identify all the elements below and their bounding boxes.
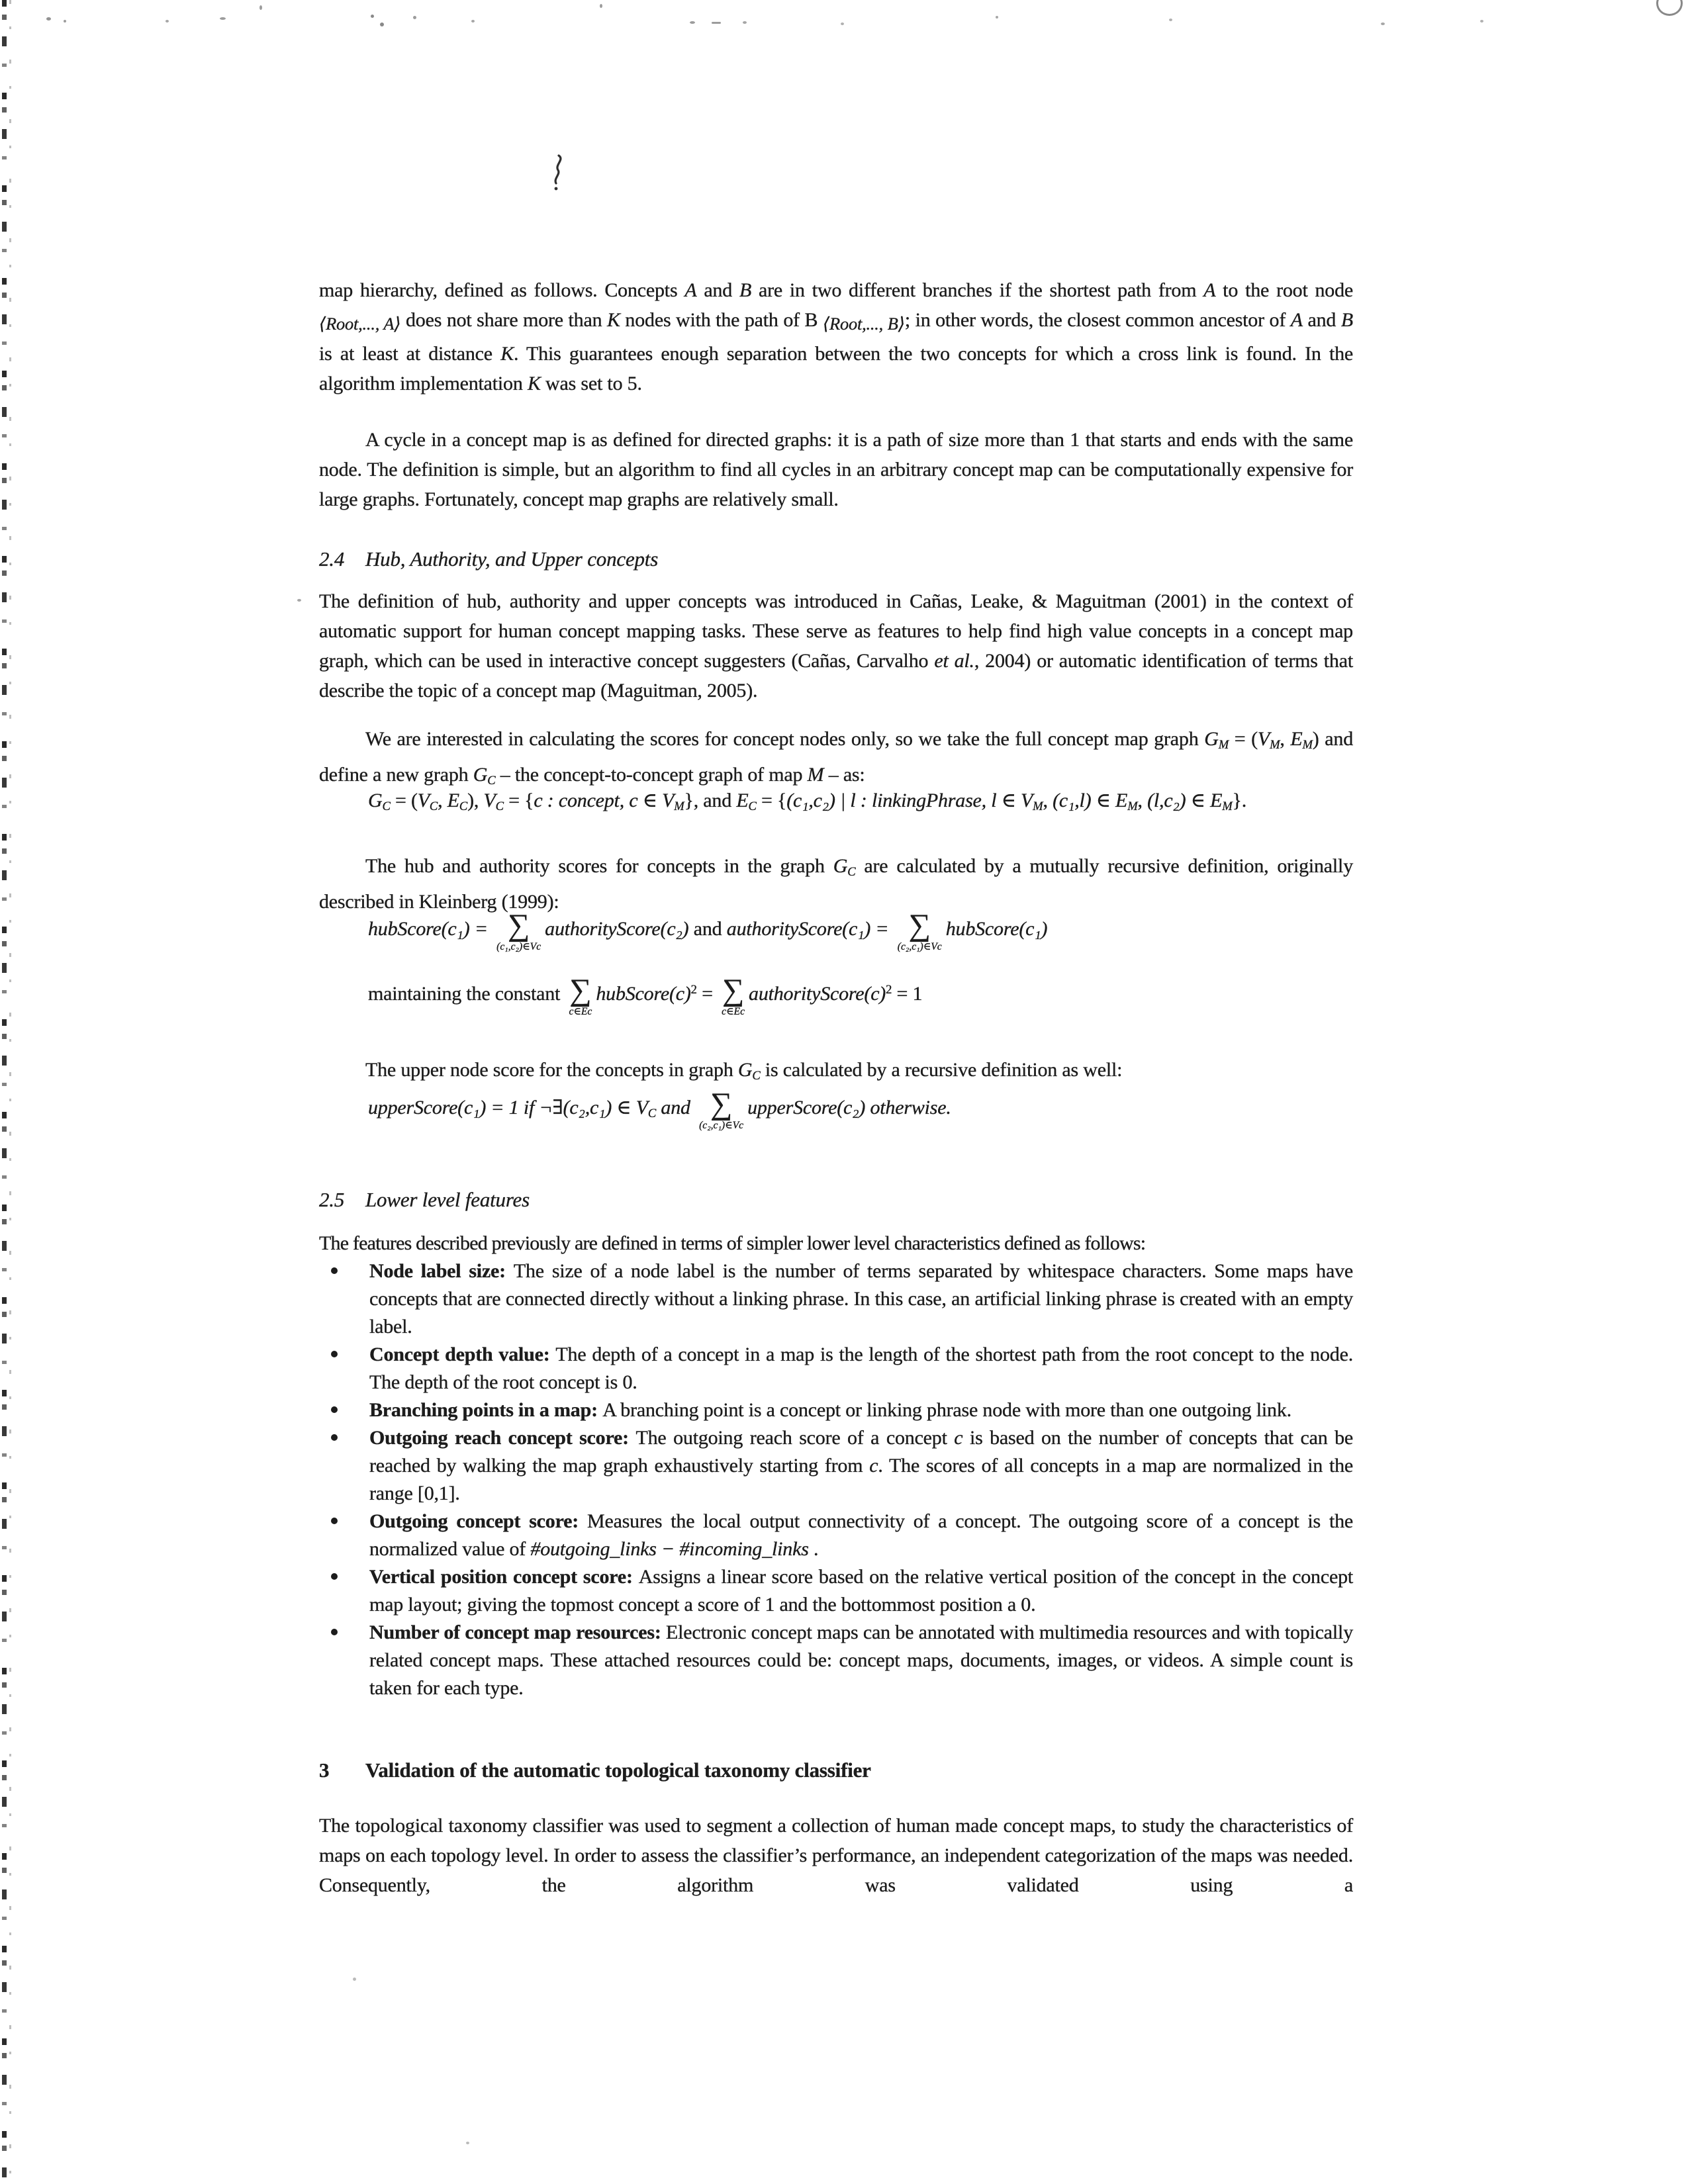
scan-speck — [841, 23, 844, 25]
summation-symbol: ∑ c∈Ec — [569, 974, 592, 1017]
list-item-outgoing-score — [319, 1508, 1353, 1563]
paragraph-validation: The topological taxonomy classifier was used to segment a collection of human made concept maps, to study the characteristics of maps on each topology level. In order to assess the classifier’s performance, an independent categorization of the maps was needed. Consequently, the algorithm was validated using a — [319, 1815, 1353, 1896]
bullet-icon — [331, 1267, 338, 1274]
list-item-map-resources — [319, 1619, 1353, 1702]
scan-binding-edge-artifact — [2, 0, 7, 2184]
list-item-branching-points — [319, 1396, 1353, 1424]
paragraph-upper-node-score: The upper node score for the concepts in graph $G_C$ is calculated by a recursive definition as well: — [365, 1059, 1123, 1083]
bullet-icon — [331, 1573, 338, 1580]
list-item-text: Vertical position concept score: Assigns a linear score based on the relative vertical position of the concept in the concept map layout; giving the topmost concept a score of 1 and the bottommost position a 0. — [369, 1566, 1354, 1615]
paragraph-branch-continuation: map hierarchy, defined as follows. Concepts A and B are in two different branches if the shortest path from A to the root node ⟨Root,..., A⟩ does not share more than K nodes with the path of B ⟨Root,..., B⟩; in other words, the closest common ancestor of A and B is at least at distance K. This guarantees enough separation between the two concepts for which a cross link is found. In the algorithm implementation K was set to 5. — [319, 279, 1353, 394]
list-item-text: Number of concept map resources: Electronic concept maps can be annotated with multimedia resources and with topically related concept maps. These attached resources could be: concept maps, documents, images, or videos. A simple count is taken for each type. — [369, 1621, 1353, 1699]
section-heading-3 — [319, 1755, 1353, 1785]
bullet-icon — [331, 1629, 338, 1635]
section-title: Hub, Authority, and Upper concepts — [365, 547, 659, 570]
bullet-icon — [331, 1518, 338, 1524]
summation-symbol: ∑ (c₂,c₁)∈Vc — [699, 1087, 744, 1131]
equation-upper-score: upperScore(c₁) = 1 if ¬∃(c₂,c₁) ∈ $V_C$ and ∑ (c₂,c₁)∈Vc upperScore(c₂) otherwise. — [368, 1087, 951, 1131]
summation-symbol: ∑ (c₁,c₂)∈Vc — [496, 909, 541, 952]
section-title: Validation of the automatic topological taxonomy classifier — [365, 1758, 871, 1782]
scan-speck — [380, 23, 384, 26]
section-number: 2.4 — [319, 547, 345, 570]
paragraph-hub-definition: The definition of hub, authority and upper concepts was introduced in Cañas, Leake, & Maguitman (2001) in the context of automatic support for human concept mapping tasks. These serve as features to help find high value concepts in a concept map graph, which can be used in interactive concept suggesters (Cañas, Carvalho et al., 2004) or automatic identification of terms that describe the topic of a concept map (Maguitman, 2005). — [319, 590, 1353, 702]
scan-speck — [1169, 19, 1172, 21]
scan-speck — [353, 1978, 356, 1981]
paragraph-features-intro: The features described previously are defined in terms of simpler lower level characteristics defined as follows: — [319, 1232, 1146, 1254]
scan-speck — [220, 17, 226, 20]
section-heading-2-5 — [319, 1185, 1353, 1214]
equation-constant: maintaining the constant ∑ c∈Ec $hubScore(c)^2$ = ∑ c∈Ec $authorityScore(c)^2 = 1$ — [368, 974, 923, 1017]
scan-speck — [371, 15, 374, 18]
scan-speck — [690, 21, 695, 24]
bullet-icon — [331, 1351, 338, 1357]
scan-binding-edge-artifact-2 — [9, 0, 11, 2184]
scan-speck — [1381, 23, 1385, 25]
bullet-icon — [331, 1406, 338, 1413]
scan-speck — [466, 2142, 469, 2144]
equation-hub-authority: hubScore(c₁) = ∑ (c₁,c₂)∈Vc authorityScore(c₂) and authorityScore(c₁) = ∑ (c₂,c₁)∈Vc hubScore(c₁) — [368, 909, 1048, 952]
list-item-outgoing-reach — [319, 1424, 1353, 1508]
handwritten-ink-mark — [548, 154, 568, 192]
scan-speck — [413, 16, 416, 19]
section-number: 3 — [319, 1758, 330, 1782]
scan-speck — [64, 20, 66, 23]
scan-speck — [1480, 20, 1483, 23]
section-title: Lower level features — [365, 1188, 530, 1211]
scan-speck — [712, 22, 721, 24]
paragraph-hub-authority-scores: The hub and authority scores for concepts in the graph $G_C$ are calculated by a mutually recursive definition, originally described in Kleinberg (1999): — [319, 855, 1353, 913]
scan-speck — [600, 4, 602, 8]
scan-speck — [259, 5, 262, 10]
list-item-text: Node label size: The size of a node label is the number of terms separated by whitespace characters. Some maps have concepts that are connected directly without a linking phrase. In this case, an artificial linking phrase is created with an empty label. — [369, 1260, 1353, 1338]
list-item-text: Outgoing concept score: Measures the local output connectivity of a concept. The outgoing score of a concept is the normalized value of #outgoing_links − #incoming_links . — [369, 1510, 1353, 1560]
scan-speck — [471, 20, 475, 23]
list-item-concept-depth — [319, 1341, 1353, 1396]
section-number: 2.5 — [319, 1188, 345, 1211]
list-item-text: Branching points in a map: A branching point is a concept or linking phrase node with more than one outgoing link. — [369, 1399, 1291, 1421]
summation-symbol: ∑ (c₂,c₁)∈Vc — [897, 909, 942, 952]
scan-speck — [46, 17, 51, 21]
bullet-icon — [331, 1434, 338, 1441]
scan-speck — [996, 16, 998, 19]
scan-speck — [743, 21, 747, 24]
summation-symbol: ∑ c∈Ec — [722, 974, 745, 1017]
feature-list — [319, 1257, 1353, 1702]
scan-corner-mark — [1656, 0, 1683, 16]
list-item-text: Outgoing reach concept score: The outgoing reach score of a concept c is based on the number of concepts that can be reached by walking the map graph exhaustively starting from c. The scores of all concepts in a map are normalized in the range [0,1]. — [369, 1427, 1353, 1504]
paragraph-cycle-definition: A cycle in a concept map is as defined for directed graphs: it is a path of size more than 1 that starts and ends with the same node. The definition is simple, but an algorithm to find all cycles in an arbitrary concept map can be computationally expensive for large graphs. Fortunately, concept map graphs are relatively small. — [319, 429, 1353, 510]
equation-concept-graph: $G_C = (V_C$, $E_C$), $V_C = \{c$ : concept, c ∈ $V_M$}, and $E_C = \{(c_1,c_2)$ | l : linkingPhrase, l ∈ $V_M$, (c₁,l) ∈ $E_M$, (l,c₂) ∈ $E_M$}. — [368, 790, 1247, 814]
list-item-vertical-position — [319, 1563, 1353, 1619]
list-item-text: Concept depth value: The depth of a concept in a map is the length of the shortest path from the root concept to the node. The depth of the root concept is 0. — [369, 1343, 1353, 1393]
scan-speck — [165, 20, 169, 23]
section-heading-2-4 — [319, 544, 1353, 574]
paragraph-concept-scores: We are interested in calculating the scores for concept nodes only, so we take the full concept map graph $G_M = (V_M$, $E_M$) and define a new graph $G_C$ – the concept-to-concept graph of map M – as: — [319, 728, 1354, 788]
list-item-node-label-size — [319, 1257, 1353, 1341]
scan-speck — [297, 599, 301, 602]
